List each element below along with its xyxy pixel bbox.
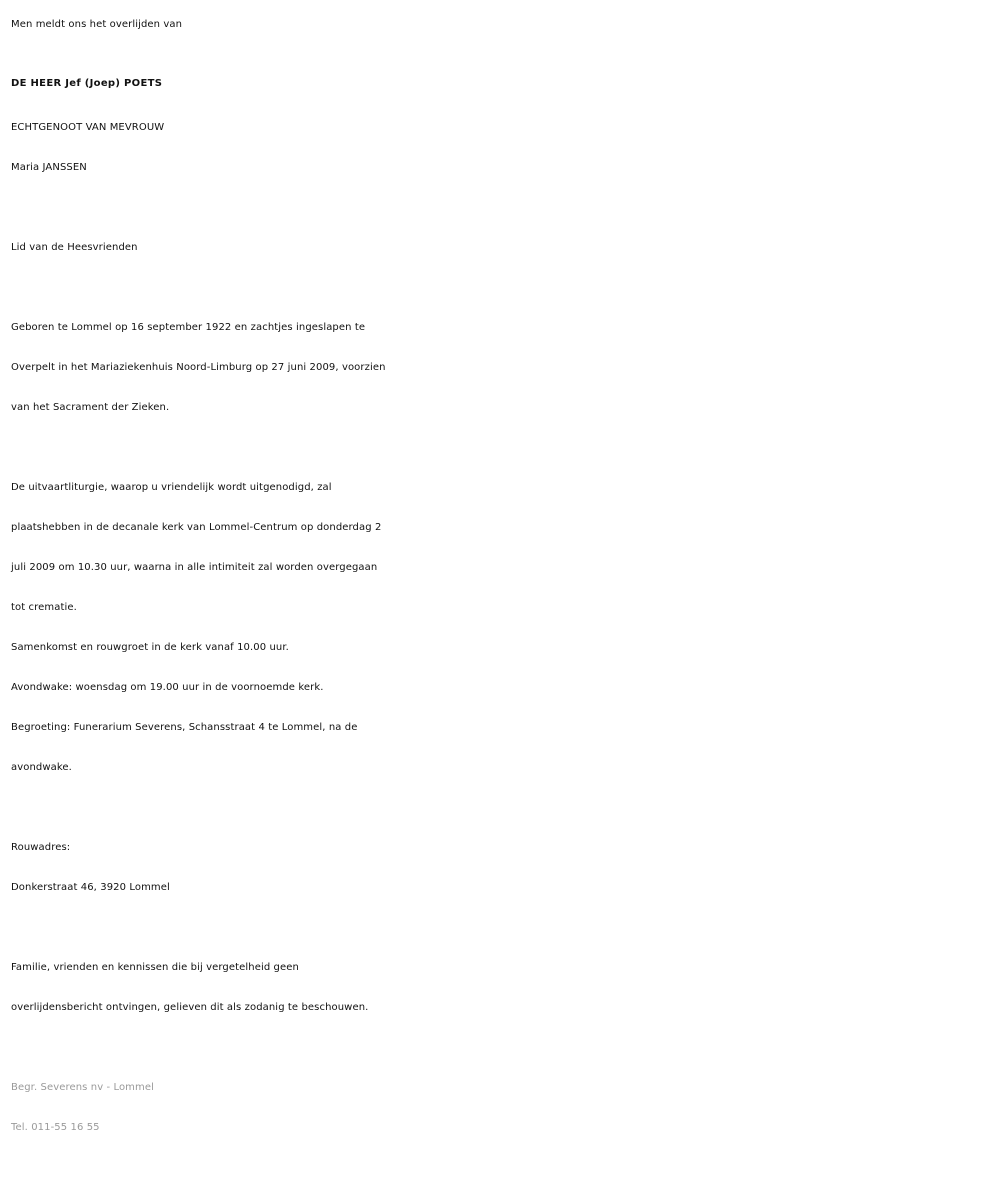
- address-value: Donkerstraat 46, 3920 Lommel: [11, 882, 170, 893]
- spouse-line-2: Maria JANSSEN: [11, 162, 87, 173]
- paragraph-line: De uitvaartliturgie, waarop u vriendelijk wordt uitgenodigd, zal: [11, 482, 332, 493]
- birth-death-paragraph: [11, 308, 996, 428]
- paragraph-line: van het Sacrament der Zieken.: [11, 402, 170, 413]
- notice-paragraph: [11, 948, 996, 1028]
- paragraph-line: Begroeting: Funerarium Severens, Schansstraat 4 te Lommel, na de: [11, 722, 358, 733]
- paragraph-line: avondwake.: [11, 762, 72, 773]
- address-label: Rouwadres:: [11, 842, 71, 853]
- obituary-notice: [11, 5, 996, 1148]
- spouse-line-1: ECHTGENOOT VAN MEVROUW: [11, 122, 165, 133]
- paragraph-line: tot crematie.: [11, 602, 77, 613]
- undertaker-phone: Tel. 011-55 16 55: [11, 1122, 100, 1133]
- deceased-name: DE HEER Jef (Joep) POETS: [11, 78, 163, 89]
- paragraph-line: Overpelt in het Mariaziekenhuis Noord-Limburg op 27 juni 2009, voorzien: [11, 362, 386, 373]
- paragraph-line: overlijdensbericht ontvingen, gelieven dit als zodanig te beschouwen.: [11, 1002, 369, 1013]
- paragraph-line: Samenkomst en rouwgroet in de kerk vanaf 10.00 uur.: [11, 642, 289, 653]
- footer: [11, 1068, 996, 1148]
- membership-text: Lid van de Heesvrienden: [11, 242, 138, 253]
- paragraph-line: plaatshebben in de decanale kerk van Lommel-Centrum op donderdag 2: [11, 522, 382, 533]
- undertaker-name: Begr. Severens nv - Lommel: [11, 1082, 155, 1093]
- mourning-address: [11, 828, 996, 908]
- funeral-paragraph: [11, 468, 996, 788]
- intro-text: Men meldt ons het overlijden van: [11, 19, 183, 30]
- paragraph-line: Familie, vrienden en kennissen die bij vergetelheid geen: [11, 962, 299, 973]
- paragraph-line: juli 2009 om 10.30 uur, waarna in alle intimiteit zal worden overgegaan: [11, 562, 378, 573]
- paragraph-line: Geboren te Lommel op 16 september 1922 en zachtjes ingeslapen te: [11, 322, 366, 333]
- paragraph-line: Avondwake: woensdag om 19.00 uur in de voornoemde kerk.: [11, 682, 324, 693]
